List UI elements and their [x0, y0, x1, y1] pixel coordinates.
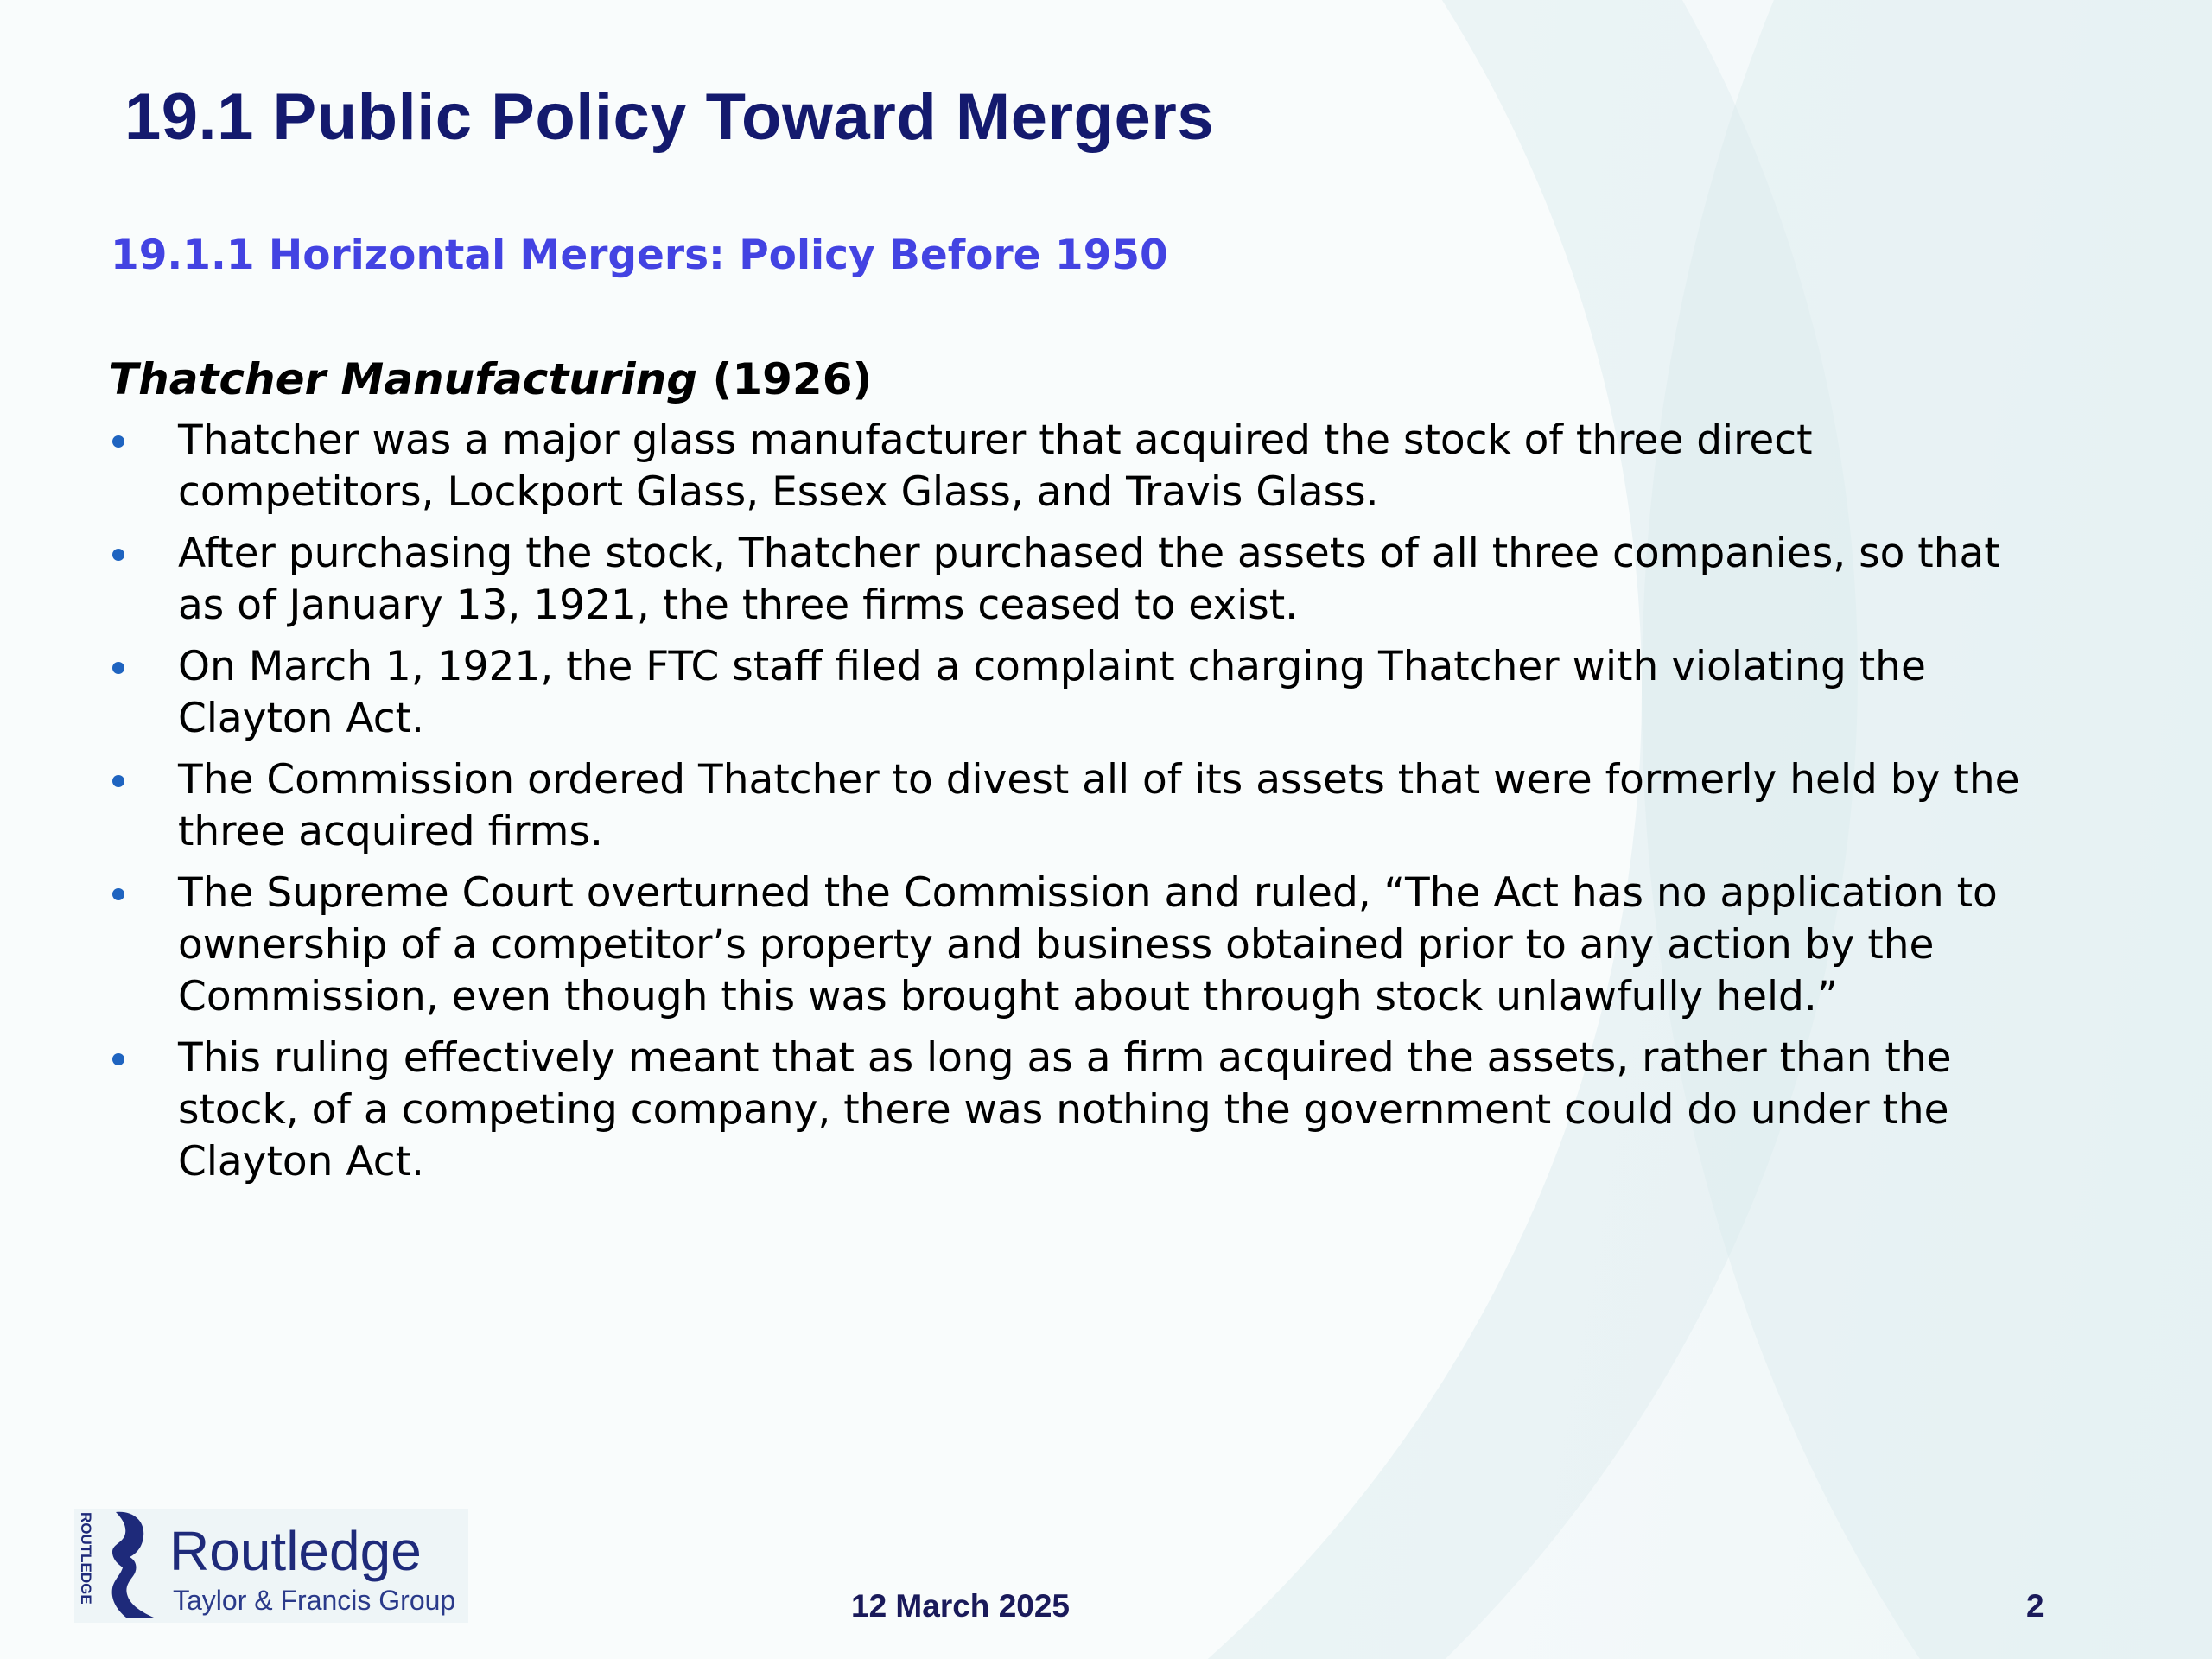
bullet-dot-icon [112, 435, 124, 448]
bullet-item [109, 415, 2044, 518]
bullet-list [109, 415, 2044, 1198]
bullet-text: On March 1, 1921, the FTC staff filed a complaint charging Thatcher with violating the Clayton Act. [178, 643, 1926, 742]
bullet-item [109, 528, 2044, 632]
section-subtitle: 19.1.1 Horizontal Mergers: Policy Before 1950 [111, 232, 1168, 279]
slide-title: 19.1 Public Policy Toward Mergers [124, 80, 1215, 154]
bullet-dot-icon [112, 775, 124, 787]
slide-date: 12 March 2025 [851, 1588, 1071, 1624]
bullet-text: After purchasing the stock, Thatcher purchased the assets of all three companies, so that as of January 13, 1921, the three firms ceased to exist. [178, 530, 2000, 629]
bullet-dot-icon [112, 549, 124, 561]
bullet-dot-icon [112, 888, 124, 900]
bullet-item [109, 868, 2044, 1023]
bullet-text: This ruling effectively meant that as long as a firm acquired the assets, rather than the stock, of a competing company, there was nothing the government could do under the Clayton Act. [178, 1034, 1952, 1185]
routledge-logo [74, 1509, 468, 1623]
case-year: (1926) [697, 354, 873, 404]
page-number: 2 [2026, 1588, 2044, 1624]
logo-group-name: Taylor & Francis Group [173, 1585, 456, 1616]
bullet-text: The Commission ordered Thatcher to divest all of its assets that were formerly held by the three acquired firms. [178, 756, 2020, 855]
bullet-item [109, 754, 2044, 858]
bullet-item [109, 641, 2044, 745]
logo-vertical-text: ROUTLEDGE [78, 1512, 94, 1605]
case-name: Thatcher Manufacturing [109, 354, 698, 404]
bullet-text: Thatcher was a major glass manufacturer that acquired the stock of three direct competitors, Lockport Glass, Essex Glass, and Travis Glass. [178, 416, 1813, 516]
logo-name: Routledge [169, 1520, 422, 1582]
bullet-item [109, 1033, 2044, 1188]
case-heading [109, 354, 872, 404]
bullet-text: The Supreme Court overturned the Commission and ruled, “The Act has no application to ownership of a competitor’s property and business obtained prior to any action by the Commission, even though this was brought about through stock unlawfully held.” [178, 869, 1998, 1020]
routledge-head-icon [74, 1509, 161, 1623]
bullet-dot-icon [112, 662, 124, 674]
bullet-dot-icon [112, 1053, 124, 1065]
